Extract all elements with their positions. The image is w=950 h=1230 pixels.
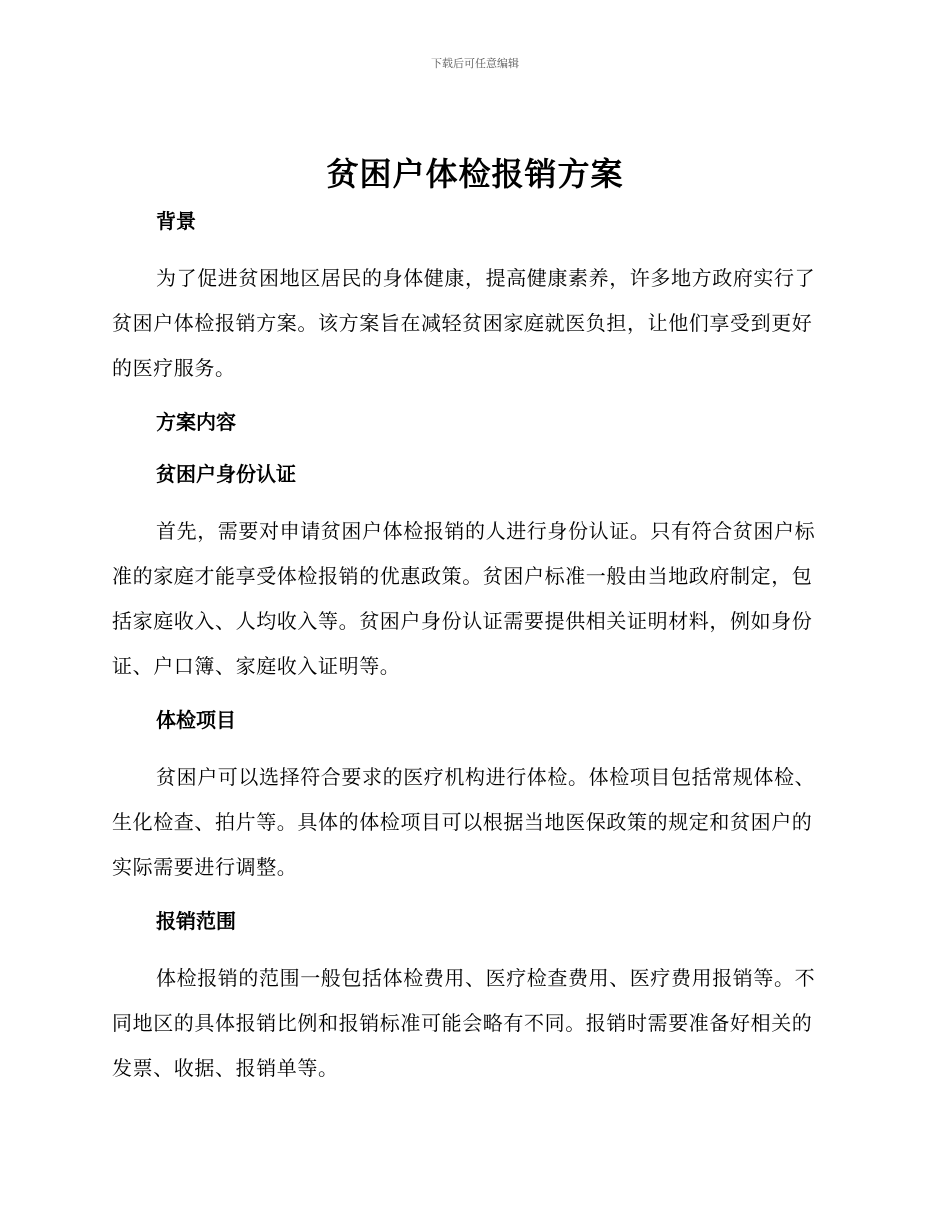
section-heading-scope: 报销范围 (156, 909, 236, 933)
section-heading-items: 体检项目 (156, 708, 236, 732)
header-note: 下载后可任意编辑 (431, 57, 519, 70)
section-heading-identity: 贫困户身份认证 (156, 462, 296, 486)
document-title: 贫困户体检报销方案 (326, 155, 624, 193)
paragraph-scope: 体检报销的范围一般包括体检费用、医疗检查费用、医疗费用报销等。不同地区的具体报销比例和报销标准可能会略有不同。报销时需要准备好相关的发票、收据、报销单等。 (112, 966, 816, 1080)
document-body (112, 204, 832, 1091)
paragraph-items: 贫困户可以选择符合要求的医疗机构进行体检。体检项目包括常规体检、生化检查、拍片等。具体的体检项目可以根据当地医保政策的规定和贫困户的实际需要进行调整。 (112, 765, 816, 879)
paragraph-identity: 首先，需要对申请贫困户体检报销的人进行身份认证。只有符合贫困户标准的家庭才能享受体检报销的优惠政策。贫困户标准一般由当地政府制定，包括家庭收入、人均收入等。贫困户身份认证需要提供相关证明材料，例如身份证、户口簿、家庭收入证明等。 (112, 519, 816, 678)
section-heading-background: 背景 (156, 209, 196, 233)
paragraph-background: 为了促进贫困地区居民的身体健康，提高健康素养，许多地方政府实行了贫困户体检报销方案。该方案旨在减轻贫困家庭就医负担，让他们享受到更好的医疗服务。 (112, 266, 816, 380)
section-heading-plan: 方案内容 (156, 410, 236, 434)
